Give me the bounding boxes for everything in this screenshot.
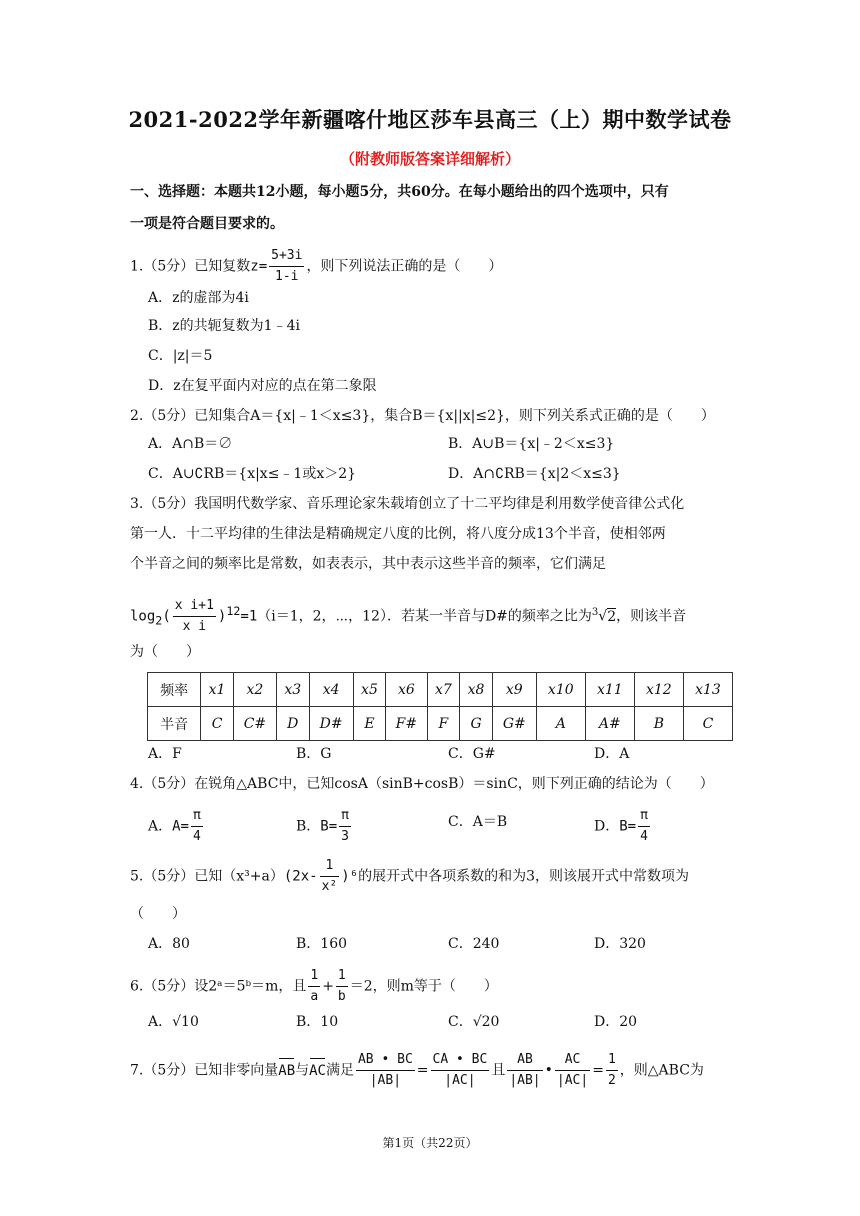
q6-option-c: C．√20	[448, 1014, 500, 1030]
question-1-stem	[130, 246, 502, 287]
table-cell: 频率	[148, 673, 201, 707]
page-title: 2021-2022学年新疆喀什地区莎车县高三（上）期中数学试卷	[128, 107, 732, 132]
q6-prefix: 6.（5分）设2ᵃ＝5ᵇ＝m，且	[130, 978, 307, 995]
q6-f1-num: 1	[308, 966, 320, 987]
q3-root-value: 2	[607, 608, 617, 625]
q7-prefix: 7.（5分）已知非零向量	[130, 1062, 279, 1079]
q7-satisfy: 满足	[325, 1062, 354, 1079]
q1-option-c: C．|z|＝5	[148, 348, 213, 364]
q3-log-base: 2	[155, 613, 163, 628]
table-cell: x10	[536, 673, 585, 707]
table-cell: F#	[386, 707, 427, 741]
q7-fraction-1	[356, 1050, 415, 1091]
table-cell: G#	[492, 707, 536, 741]
table-cell: x11	[585, 673, 634, 707]
table-cell: x9	[492, 673, 536, 707]
q4-b-label: B．	[296, 818, 321, 835]
q6-plus: +	[322, 978, 334, 995]
question-6-stem	[130, 966, 498, 1007]
q6-f2-num: 1	[336, 966, 348, 987]
frequency-table	[147, 672, 733, 741]
q4-option-b	[296, 806, 353, 847]
table-cell: C	[201, 707, 234, 741]
table-row	[148, 707, 733, 741]
q2-option-d: D．A∩∁RB＝{x|2＜x≤3}	[448, 466, 621, 482]
q4-a-fraction	[191, 806, 203, 847]
q1-prefix: 1.（5分）已知复数	[130, 258, 251, 275]
q4-b-num: π	[339, 806, 351, 827]
q3-option-d: D．A	[594, 746, 630, 762]
table-cell: x7	[427, 673, 460, 707]
table-cell: x4	[309, 673, 353, 707]
q4-b-den: 3	[341, 829, 349, 844]
question-3-line5: 为（ ）	[130, 644, 200, 660]
q7-fraction-5	[606, 1050, 618, 1091]
question-4-stem: 4.（5分）在锐角△ABC中，已知cosA（sinB+cosB）＝sinC，则下列正确的结论为（ ）	[130, 776, 714, 792]
q5-num: 1	[320, 856, 340, 877]
table-cell: A	[536, 707, 585, 741]
q6-f2-den: b	[337, 989, 346, 1004]
q7-d5: 2	[607, 1073, 616, 1088]
q5-fraction	[320, 856, 340, 897]
q4-d-label: D．	[594, 818, 620, 835]
q7-n2: CA • BC	[431, 1050, 490, 1071]
question-5-stem	[130, 856, 689, 897]
q3-ratio-den: x i	[182, 619, 207, 634]
q7-fraction-2	[431, 1050, 490, 1091]
q3-option-c: C．G#	[448, 746, 496, 762]
q3-ratio-num: x i+1	[173, 596, 216, 617]
q4-option-a	[148, 806, 205, 847]
q7-and: 与	[295, 1062, 310, 1079]
table-cell: x13	[683, 673, 732, 707]
q7-suffix: ，则△ABC为	[619, 1062, 704, 1079]
q4-d-fraction	[638, 806, 650, 847]
page-footer: 第1页（共22页）	[382, 1136, 478, 1150]
q3-ratio	[173, 596, 216, 637]
q1-option-b: B．z的共轭复数为1﹣4i	[148, 318, 300, 334]
q4-d-lhs: B=	[619, 818, 637, 835]
q3-eq: =1	[240, 608, 258, 625]
q3-log: log	[130, 608, 156, 625]
table-cell: x5	[353, 673, 386, 707]
q7-d2: |AC|	[444, 1073, 476, 1088]
q7-eq2: =	[592, 1062, 604, 1079]
table-cell: D	[276, 707, 309, 741]
table-cell: A#	[585, 707, 634, 741]
q7-fraction-4	[555, 1050, 590, 1091]
q5-prefix: 5.（5分）已知（x³+a）	[130, 868, 284, 885]
q5-expr-a: (2x-	[283, 868, 318, 885]
q4-b-lhs: B=	[320, 818, 338, 835]
q5-option-a: A．80	[148, 936, 190, 952]
table-cell: E	[353, 707, 386, 741]
q1-denominator: 1-i	[275, 269, 299, 284]
q7-vector-ac: AC	[309, 1062, 326, 1079]
q7-n3: AB	[507, 1050, 542, 1071]
table-cell: x2	[233, 673, 276, 707]
q5-option-c: C．240	[448, 936, 500, 952]
q7-d1: |AB|	[369, 1073, 402, 1088]
q5-den: x²	[321, 879, 338, 894]
q7-n1: AB • BC	[356, 1050, 415, 1071]
q4-a-num: π	[191, 806, 203, 827]
q1-numerator: 5+3i	[269, 246, 304, 267]
q1-z: z=	[250, 258, 268, 275]
q5-option-b: B．160	[296, 936, 348, 952]
q7-d3: |AB|	[509, 1073, 541, 1088]
table-cell: x1	[201, 673, 234, 707]
q2-option-a: A．A∩B＝∅	[148, 436, 233, 452]
table-cell: x6	[386, 673, 427, 707]
q7-dot: •	[544, 1062, 553, 1079]
q3-line4-end: ，则该半音	[616, 608, 687, 625]
table-cell: x12	[634, 673, 683, 707]
table-cell: G	[460, 707, 493, 741]
question-3-line1: 3.（5分）我国明代数学家、音乐理论家朱载堉创立了十二平均律是利用数学使音律公式化	[130, 496, 685, 512]
q4-d-num: π	[638, 806, 650, 827]
q7-vector-ab: AB	[278, 1062, 296, 1079]
page-subtitle: （附教师版答案详细解析）	[339, 150, 520, 168]
table-cell: x8	[460, 673, 493, 707]
table-cell: 半音	[148, 707, 201, 741]
q3-root-index: 3	[591, 606, 599, 618]
q7-eq: =	[416, 1062, 429, 1079]
question-7-stem	[130, 1050, 704, 1091]
q6-option-a: A．√10	[148, 1014, 199, 1030]
q5-suffix: 的展开式中各项系数的和为3，则该展开式中常数项为	[358, 868, 689, 885]
q4-a-label: A．	[148, 818, 173, 835]
table-cell: F	[427, 707, 460, 741]
section-heading-line1: 一、选择题：本题共12小题，每小题5分，共60分。在每小题给出的四个选项中，只有	[130, 184, 669, 200]
q3-option-b: B．G	[296, 746, 332, 762]
table-cell: C#	[233, 707, 276, 741]
q7-fraction-3	[507, 1050, 542, 1091]
q3-root-sign: √	[598, 608, 608, 625]
q4-option-d	[594, 806, 652, 847]
q7-n4: AC	[555, 1050, 590, 1071]
q4-option-c: C．A＝B	[448, 814, 508, 830]
q7-d4: |AC|	[556, 1073, 589, 1088]
q3-exponent: 12	[226, 603, 241, 618]
q2-option-b: B．A∪B＝{x|﹣2＜x≤3}	[448, 436, 615, 452]
question-3-line2: 第一人．十二平均律的生律法是精确规定八度的比例，将八度分成13个半音，使相邻两	[130, 526, 666, 542]
q2-option-c: C．A∪∁RB＝{x|x≤﹣1或x＞2}	[148, 466, 357, 482]
question-3-line3: 个半音之间的频率比是常数，如表表示，其中表示这些半音的频率，它们满足	[130, 556, 606, 572]
question-2-stem: 2.（5分）已知集合A＝{x|﹣1＜x≤3}，集合B＝{x||x|≤2}，则下列关系式正确的是（ ）	[130, 408, 715, 424]
q1-suffix: ，则下列说法正确的是（ ）	[306, 258, 503, 275]
q6-suffix: ＝2，则m等于（ ）	[349, 978, 498, 995]
table-cell: x3	[276, 673, 309, 707]
q4-a-lhs: A=	[172, 818, 189, 835]
q6-option-b: B．10	[296, 1014, 339, 1030]
q1-fraction	[269, 246, 304, 287]
q3-option-a: A．F	[148, 746, 182, 762]
section-heading-line2: 一项是符合题目要求的。	[130, 216, 284, 232]
q7-n5: 1	[606, 1050, 618, 1071]
q5-paren: （ ）	[130, 906, 186, 922]
q7-and2: 且	[491, 1062, 506, 1079]
q4-a-den: 4	[192, 829, 201, 844]
q4-d-den: 4	[640, 829, 648, 844]
table-cell: C	[683, 707, 732, 741]
q6-fraction-1	[308, 966, 320, 1007]
q1-option-d: D．z在复平面内对应的点在第二象限	[148, 378, 377, 394]
q6-fraction-2	[336, 966, 348, 1007]
table-cell: B	[634, 707, 683, 741]
question-3-line4: $\log_2$( $\frac{\text{x i+1}}{\text{x i}}$ )$^{12}$=1（i＝1，2，⋯，12）．若某一半音与D#的频率之比为$^3$√2，则该半音	[130, 596, 686, 637]
q5-option-d: D．320	[594, 936, 646, 952]
table-row	[148, 673, 733, 707]
q6-f1-den: a	[310, 989, 319, 1004]
q3-line4-rest: （i＝1，2，⋯，12）．若某一半音与D#的频率之比为	[257, 608, 592, 625]
q6-option-d: D．20	[594, 1014, 638, 1030]
q1-option-a: A．z的虚部为4i	[148, 290, 249, 306]
q5-expr-b: )⁶	[341, 868, 359, 885]
q4-b-fraction	[339, 806, 351, 847]
table-cell: D#	[309, 707, 353, 741]
